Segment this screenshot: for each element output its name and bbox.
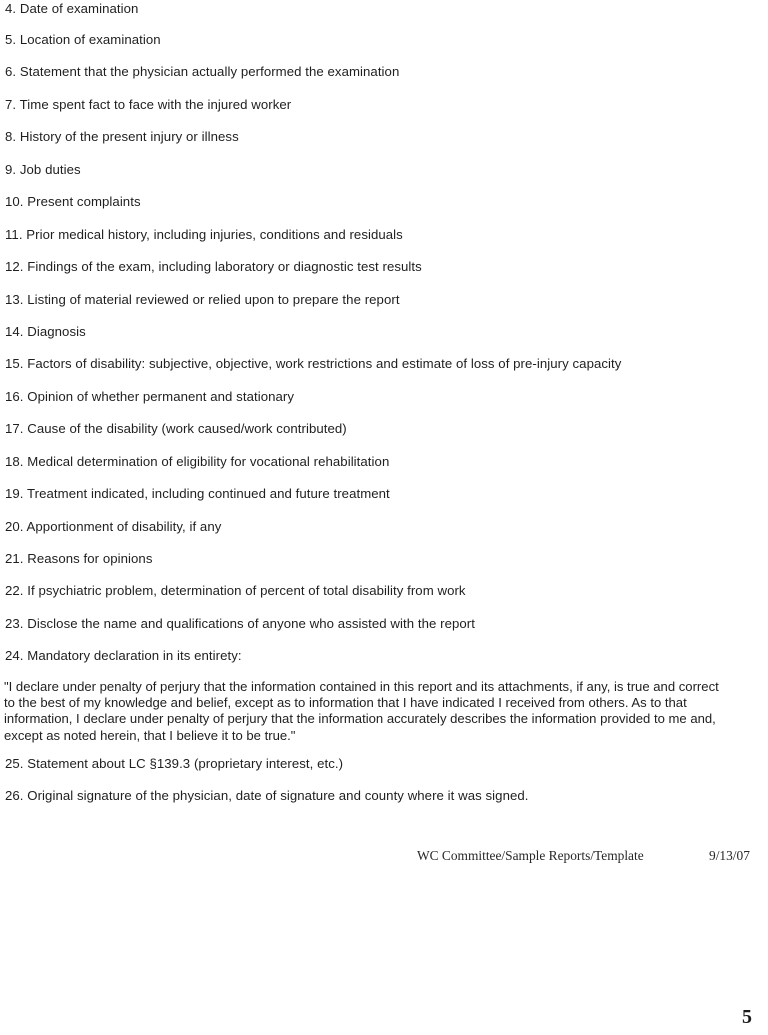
list-item-text: Statement about LC §139.3 (proprietary interest, etc.) xyxy=(27,756,344,771)
list-item-number: 6. xyxy=(5,64,17,80)
list-item-text: Medical determination of eligibility for vocational rehabilitation xyxy=(27,453,390,469)
list-item-number: 4. xyxy=(5,1,17,16)
list-item-text: Apportionment of disability, if any xyxy=(26,518,222,534)
list-item-number: 14. xyxy=(5,323,24,339)
list-item xyxy=(5,608,763,640)
list-item-number: 20. xyxy=(5,518,24,534)
list-item-number: 19. xyxy=(5,486,24,502)
list-item-text: Mandatory declaration in its entirety: xyxy=(27,648,242,664)
list-item-number: 13. xyxy=(5,291,24,307)
list-item-text: Statement that the physician actually performed the examination xyxy=(19,64,400,80)
list-item xyxy=(5,251,763,283)
list-item xyxy=(5,446,763,478)
requirements-list-top xyxy=(5,0,763,673)
list-item xyxy=(5,381,763,413)
list-item xyxy=(5,219,763,251)
list-item-text: Time spent fact to face with the injured worker xyxy=(19,96,292,112)
list-item xyxy=(5,284,763,316)
list-item xyxy=(5,0,763,24)
list-item-number: 5. xyxy=(5,32,17,47)
list-item xyxy=(5,56,763,88)
footer-date: 9/13/07 xyxy=(709,848,750,863)
list-item-text: Findings of the exam, including laboratory or diagnostic test results xyxy=(27,259,422,275)
list-item xyxy=(5,348,763,380)
list-item-number: 8. xyxy=(5,129,17,145)
list-item xyxy=(5,121,763,153)
list-item-number: 9. xyxy=(5,161,17,177)
list-item-number: 10. xyxy=(5,194,24,210)
list-item-text: If psychiatric problem, determination of percent of total disability from work xyxy=(27,583,466,599)
list-item xyxy=(5,780,763,812)
list-item xyxy=(5,575,763,607)
list-item-text: Disclose the name and qualifications of anyone who assisted with the report xyxy=(27,615,475,631)
list-item-text: Opinion of whether permanent and stationary xyxy=(27,388,295,404)
list-item xyxy=(5,640,763,672)
list-item xyxy=(5,24,763,56)
list-item-text: Listing of material reviewed or relied upon to prepare the report xyxy=(27,291,400,307)
mandatory-declaration-paragraph xyxy=(4,679,766,744)
list-item-number: 23. xyxy=(5,615,24,631)
page-footer xyxy=(0,848,768,868)
list-item-number: 17. xyxy=(5,421,24,437)
list-item xyxy=(5,511,763,543)
list-item-number: 24. xyxy=(5,648,24,664)
list-item xyxy=(5,413,763,445)
list-item xyxy=(5,154,763,186)
list-item-text: Job duties xyxy=(19,161,81,177)
list-item xyxy=(5,543,763,575)
declaration-line: except as noted herein, that I believe it to be true." xyxy=(4,727,296,743)
list-item-text: Location of examination xyxy=(19,32,161,47)
list-item-text: Diagnosis xyxy=(27,323,86,339)
list-item-text: Factors of disability: subjective, objective, work restrictions and estimate of loss of pre-injury capacity xyxy=(27,356,622,372)
list-item-text: Prior medical history, including injuries, conditions and residuals xyxy=(26,226,403,242)
list-item xyxy=(5,186,763,218)
list-item-text: History of the present injury or illness xyxy=(19,129,239,145)
list-item xyxy=(5,748,763,780)
declaration-line: to the best of my knowledge and belief, except as to information that I have indicated I received from others. As to that xyxy=(4,695,687,711)
list-item-number: 18. xyxy=(5,453,24,469)
declaration-line: information, I declare under penalty of perjury that the information accurately describes the information provided to me and, xyxy=(4,711,716,727)
list-item-text: Reasons for opinions xyxy=(27,551,153,566)
list-item-number: 26. xyxy=(5,788,24,804)
requirements-list-bottom xyxy=(5,748,763,813)
list-item-text: Present complaints xyxy=(27,194,141,210)
list-item-number: 11. xyxy=(5,226,23,242)
list-item-number: 25. xyxy=(5,756,24,771)
declaration-line: "I declare under penalty of perjury that the information contained in this report and its attachments, if any, is true and correct xyxy=(4,679,719,694)
list-item-number: 21. xyxy=(5,551,24,566)
list-item-number: 12. xyxy=(5,259,24,275)
list-item xyxy=(5,89,763,121)
list-item xyxy=(5,478,763,510)
list-item-text: Date of examination xyxy=(19,1,139,16)
list-item-number: 15. xyxy=(5,356,24,372)
page-number: 5 xyxy=(742,1006,752,1028)
list-item-number: 7. xyxy=(5,96,17,112)
list-item xyxy=(5,316,763,348)
footer-document-path: WC Committee/Sample Reports/Template xyxy=(417,848,644,863)
list-item-text: Original signature of the physician, date of signature and county where it was signed. xyxy=(27,788,529,804)
list-item-number: 22. xyxy=(5,583,24,599)
list-item-text: Cause of the disability (work caused/work contributed) xyxy=(27,421,347,437)
list-item-number: 16. xyxy=(5,388,24,404)
list-item-text: Treatment indicated, including continued and future treatment xyxy=(27,486,390,502)
